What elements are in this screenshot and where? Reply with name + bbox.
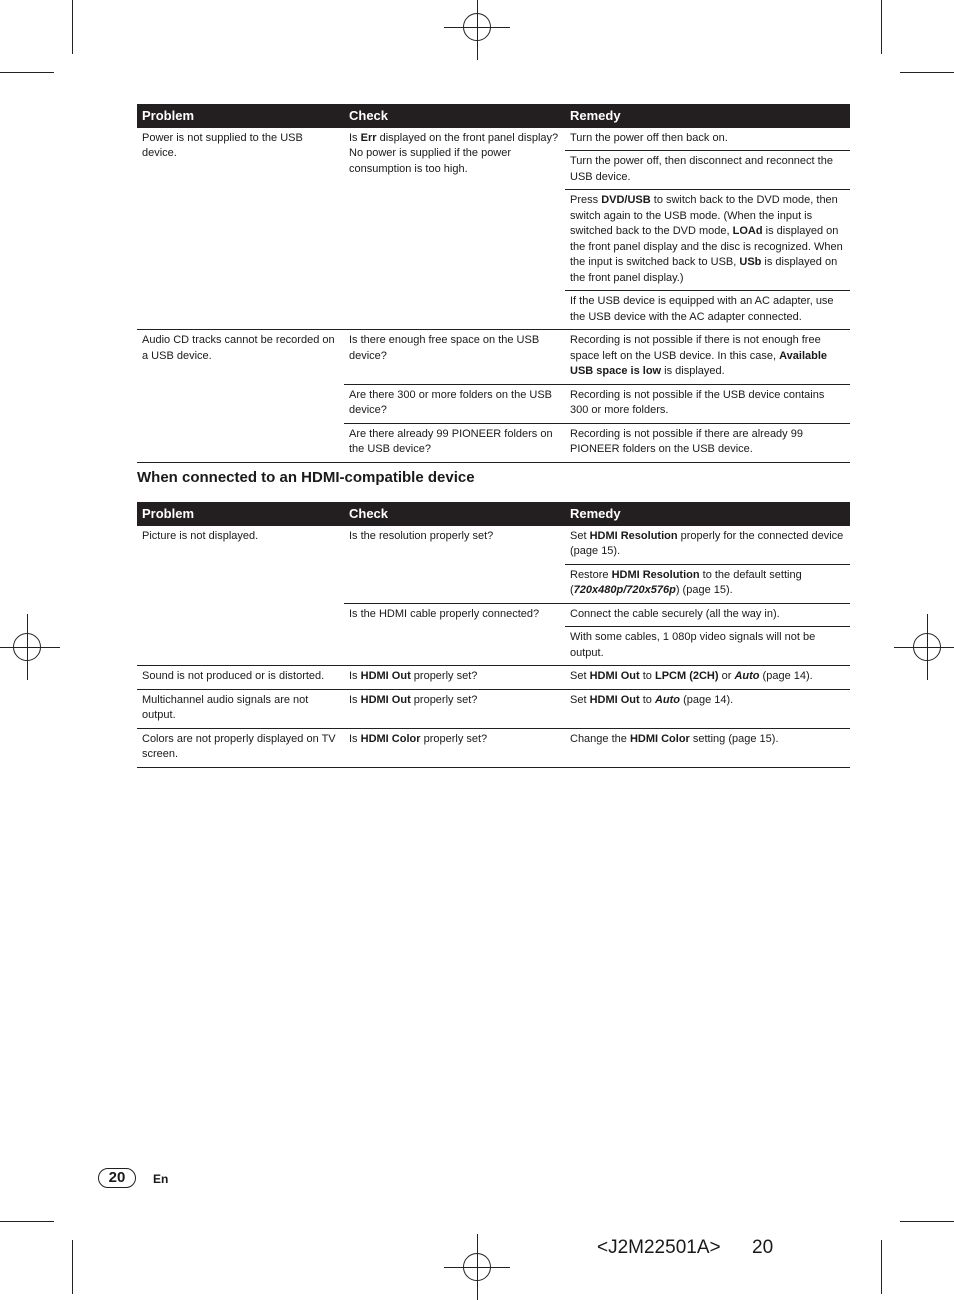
remedy-cell: If the USB device is equipped with an AC adapter, use the USB device with the AC adapter connected. — [565, 291, 850, 330]
remedy-cell: Change the HDMI Color setting (page 15). — [565, 728, 850, 767]
crop-mark — [881, 1240, 882, 1294]
crop-mark — [900, 1221, 954, 1222]
remedy-cell: Recording is not possible if there is not enough free space left on the USB device. In this case, Available USB space is low is displayed. — [565, 330, 850, 385]
registration-mark — [463, 1253, 491, 1281]
section-title: When connected to an HDMI-compatible device — [137, 469, 475, 486]
crop-mark — [72, 0, 73, 54]
language-code: En — [153, 1172, 169, 1186]
table-header-row — [137, 502, 850, 526]
table-row — [137, 689, 850, 728]
header-problem: Problem — [137, 104, 344, 128]
problem-cell: Audio CD tracks cannot be recorded on a USB device. — [137, 330, 344, 463]
remedy-cell: With some cables, 1 080p video signals will not be output. — [565, 627, 850, 666]
table-row — [137, 330, 850, 385]
check-cell: Are there 300 or more folders on the USB device? — [344, 384, 565, 423]
remedy-cell: Recording is not possible if the USB device contains 300 or more folders. — [565, 384, 850, 423]
table-header-row — [137, 104, 850, 128]
remedy-cell: Set HDMI Resolution properly for the connected device (page 15). — [565, 526, 850, 565]
remedy-cell: Press DVD/USB to switch back to the DVD mode, then switch again to the USB mode. (When the input is switched back to the DVD mode, LOAd is displayed on the front panel display and the disc is recognized. When the input is switched back to USB, USb is displayed on the front panel display.) — [565, 190, 850, 291]
remedy-cell: Set HDMI Out to Auto (page 14). — [565, 689, 850, 728]
crop-mark — [900, 72, 954, 73]
problem-cell: Power is not supplied to the USB device. — [137, 128, 344, 330]
table-row — [137, 666, 850, 690]
usb-troubleshooting-table — [137, 104, 850, 463]
table-row — [137, 128, 850, 151]
check-cell: Is HDMI Out properly set? — [344, 689, 565, 728]
crop-mark — [881, 0, 882, 54]
remedy-cell: Connect the cable securely (all the way in). — [565, 603, 850, 627]
problem-cell: Colors are not properly displayed on TV screen. — [137, 728, 344, 767]
check-cell: Is the HDMI cable properly connected? — [344, 603, 565, 666]
registration-mark — [463, 13, 491, 41]
header-check: Check — [344, 502, 565, 526]
remedy-cell: Turn the power off then back on. — [565, 128, 850, 151]
check-cell: Are there already 99 PIONEER folders on the USB device? — [344, 423, 565, 462]
registration-mark — [13, 633, 41, 661]
job-page-number: 20 — [752, 1237, 774, 1258]
hdmi-troubleshooting-table — [137, 502, 850, 768]
page-number: 20 — [98, 1168, 136, 1188]
registration-mark — [913, 633, 941, 661]
remedy-cell: Set HDMI Out to LPCM (2CH) or Auto (page 14). — [565, 666, 850, 690]
remedy-cell: Turn the power off, then disconnect and reconnect the USB device. — [565, 151, 850, 190]
check-cell: Is Err displayed on the front panel display? No power is supplied if the power consumption is too high. — [344, 128, 565, 330]
table-row — [137, 728, 850, 767]
check-cell: Is there enough free space on the USB device? — [344, 330, 565, 385]
crop-mark — [0, 72, 54, 73]
check-cell: Is the resolution properly set? — [344, 526, 565, 604]
remedy-cell: Recording is not possible if there are already 99 PIONEER folders on the USB device. — [565, 423, 850, 462]
header-problem: Problem — [137, 502, 344, 526]
header-remedy: Remedy — [565, 104, 850, 128]
check-cell: Is HDMI Out properly set? — [344, 666, 565, 690]
problem-cell: Picture is not displayed. — [137, 526, 344, 666]
header-check: Check — [344, 104, 565, 128]
check-cell: Is HDMI Color properly set? — [344, 728, 565, 767]
problem-cell: Multichannel audio signals are not output. — [137, 689, 344, 728]
crop-mark — [0, 1221, 54, 1222]
table-row — [137, 526, 850, 565]
problem-cell: Sound is not produced or is distorted. — [137, 666, 344, 690]
job-code: <J2M22501A> — [597, 1237, 721, 1258]
remedy-cell: Restore HDMI Resolution to the default setting (720x480p/720x576p) (page 15). — [565, 564, 850, 603]
crop-mark — [72, 1240, 73, 1294]
header-remedy: Remedy — [565, 502, 850, 526]
